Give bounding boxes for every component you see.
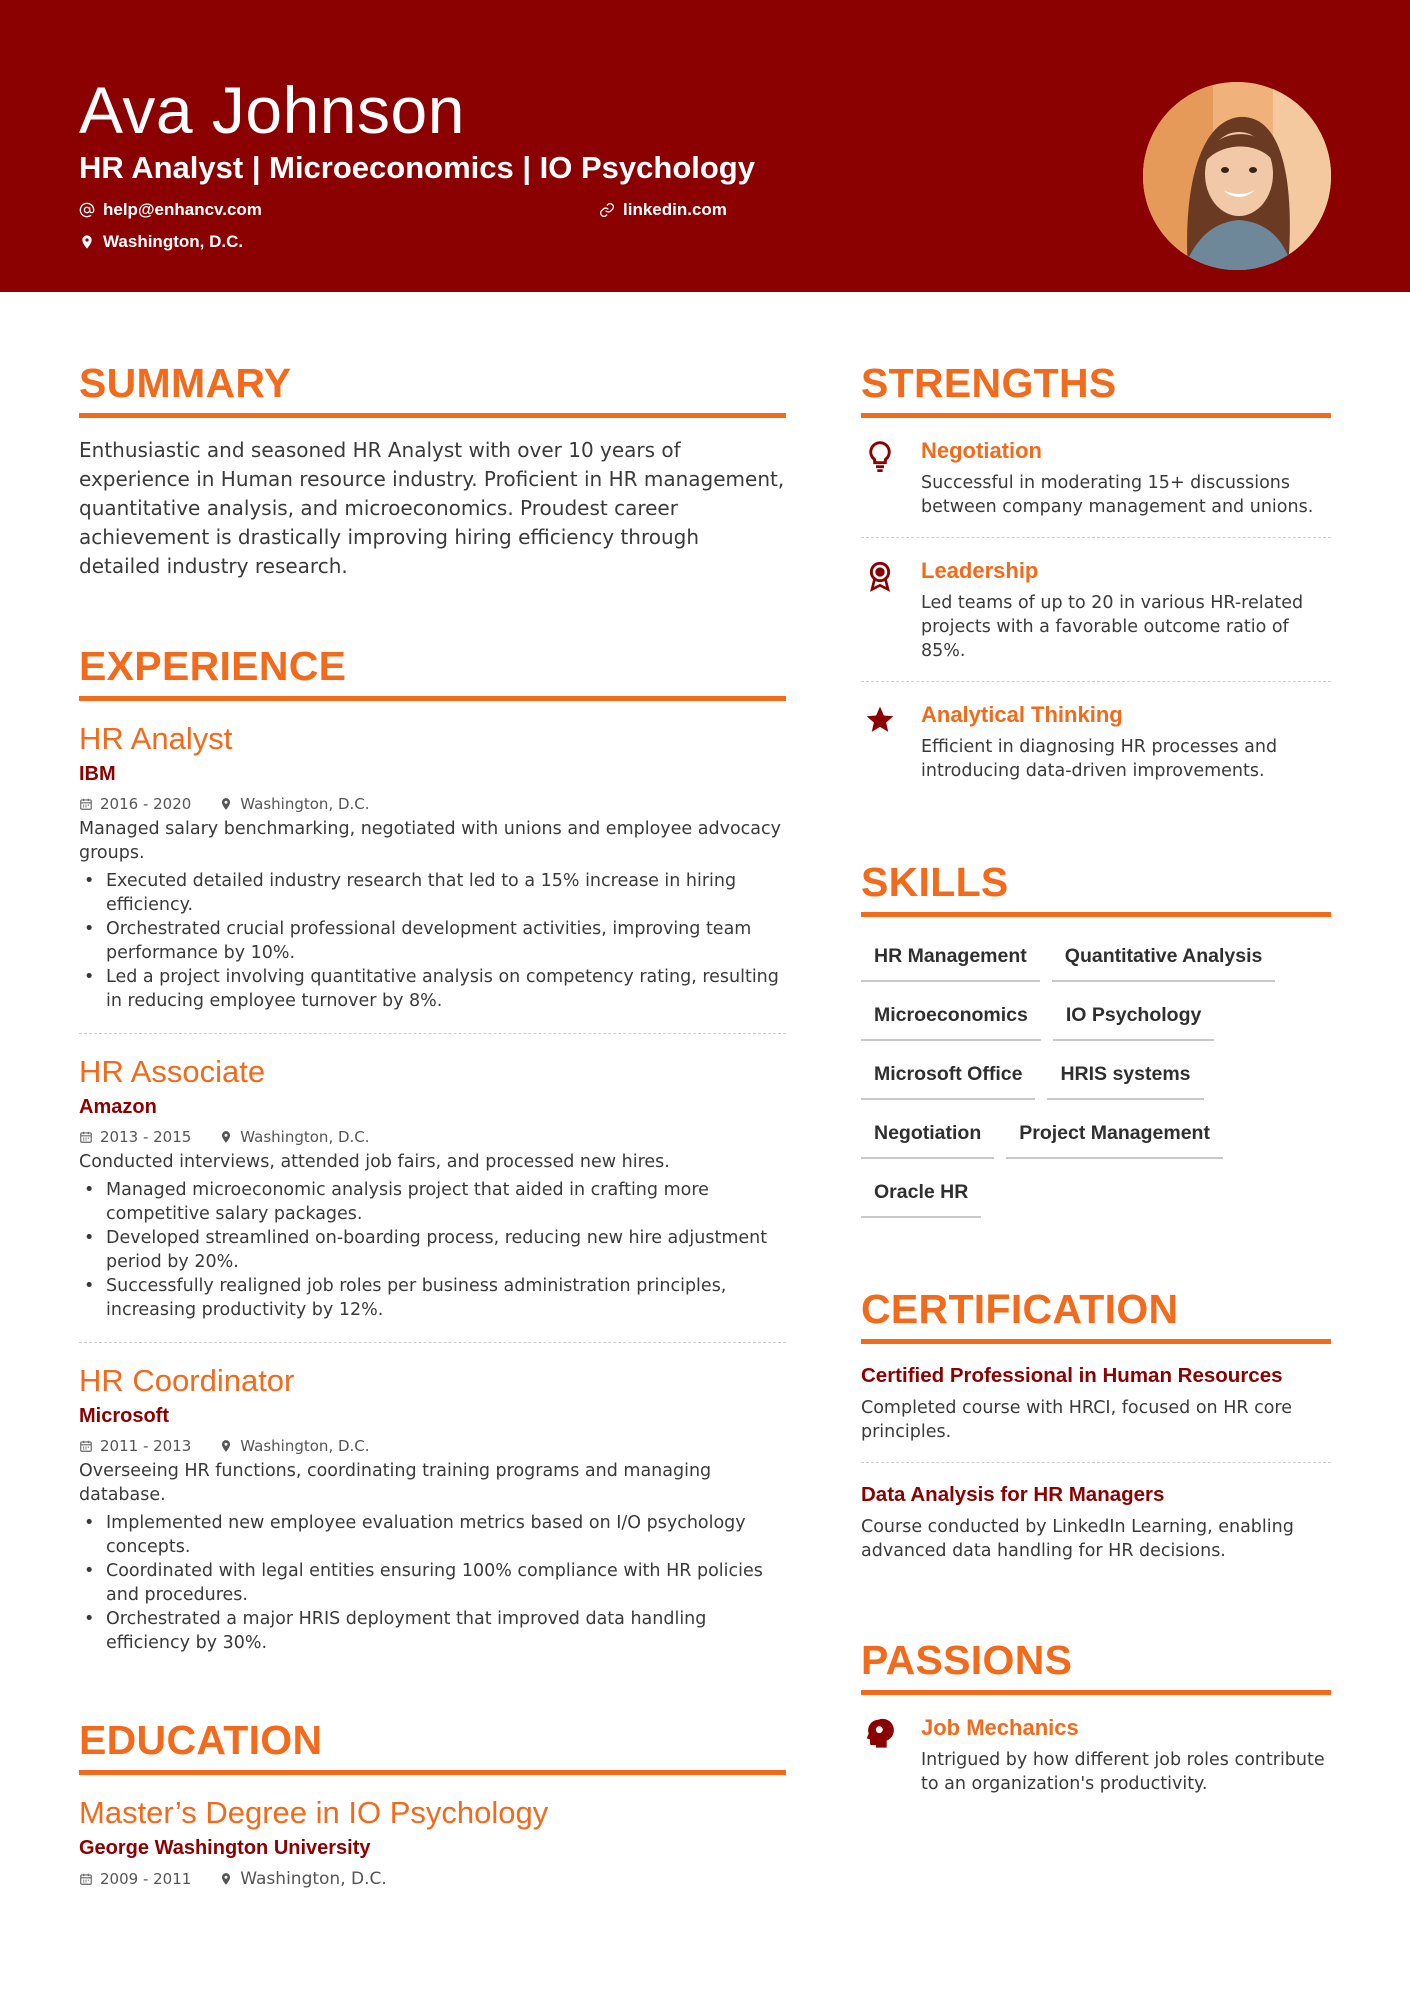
experience-heading: EXPERIENCE (79, 643, 786, 701)
strength-title: Leadership (921, 558, 1039, 583)
skill-tag: HR Management (861, 935, 1040, 982)
passion-item (861, 1695, 1331, 1814)
strength-title: Analytical Thinking (921, 702, 1123, 727)
strength-item (861, 418, 1331, 537)
passion-description: Intrigued by how different job roles contribute to an organization's productivity. (921, 1750, 1325, 1794)
skill-tag: Project Management (1006, 1112, 1223, 1159)
bullet-item: • Coordinated with legal entities ensuring 100% compliance with HR policies and procedures. (79, 1559, 786, 1607)
job-location (219, 1128, 369, 1146)
skills-list (861, 935, 1331, 1230)
bullet-item: • Orchestrated crucial professional development activities, improving team performance by 10%. (79, 917, 786, 965)
job-bullets (79, 1178, 786, 1322)
avatar-photo (1143, 82, 1331, 270)
skills-heading: SKILLS (861, 859, 1331, 917)
education-heading: EDUCATION (79, 1717, 786, 1775)
job-description: Managed salary benchmarking, negotiated with unions and employee advocacy groups. (79, 819, 781, 863)
skill-tag: HRIS systems (1047, 1053, 1203, 1100)
candidate-headline: HR Analyst | Microeconomics | IO Psychology (79, 150, 755, 185)
email-text: help@enhancv.com (103, 200, 262, 219)
certification-description: Course conducted by LinkedIn Learning, enabling advanced data handling for HR decisions. (861, 1517, 1294, 1561)
bullet-item: • Managed microeconomic analysis project that aided in crafting more competitive salary packages. (79, 1178, 786, 1226)
skill-tag: IO Psychology (1053, 994, 1214, 1041)
job-location (219, 1437, 369, 1455)
location-contact (79, 232, 243, 252)
strength-item (861, 538, 1331, 681)
location-text: Washington, D.C. (240, 1437, 370, 1455)
degree-title: Master’s Degree in IO Psychology (79, 1795, 549, 1830)
avatar (1143, 82, 1331, 270)
calendar-icon (79, 797, 93, 811)
calendar-icon (79, 1130, 93, 1144)
certification-title: Certified Professional in Human Resources (861, 1364, 1283, 1387)
education-entry (79, 1795, 786, 1889)
bullet-item: • Led a project involving quantitative analysis on competency rating, resulting in reducing employee turnover by 8%. (79, 965, 786, 1013)
strength-item (861, 682, 1331, 801)
linkedin-text: linkedin.com (623, 200, 727, 219)
skill-tag: Negotiation (861, 1112, 994, 1159)
strength-description: Efficient in diagnosing HR processes and introducing data-driven improvements. (921, 737, 1278, 781)
at-sign-icon (79, 202, 95, 218)
divider (79, 1033, 786, 1034)
education-location (219, 1869, 386, 1889)
job-dates (79, 1437, 191, 1455)
company-name: Amazon (79, 1096, 157, 1118)
certification-item (861, 1344, 1331, 1462)
location-text: Washington, D.C. (240, 795, 370, 813)
job-description: Overseeing HR functions, coordinating training programs and managing database. (79, 1461, 712, 1505)
star-icon (864, 704, 896, 736)
link-icon (599, 202, 615, 218)
strength-title: Negotiation (921, 438, 1042, 463)
map-pin-icon (219, 797, 233, 811)
certification-title: Data Analysis for HR Managers (861, 1483, 1165, 1506)
job-location (219, 795, 369, 813)
skill-tag: Quantitative Analysis (1052, 935, 1276, 982)
experience-entry (79, 721, 786, 1034)
divider (79, 1342, 786, 1343)
lightbulb-icon (864, 440, 896, 472)
left-column (79, 360, 786, 1889)
skill-tag: Microsoft Office (861, 1053, 1035, 1100)
summary-text: Enthusiastic and seasoned HR Analyst with over 10 years of experience in Human resource industry. Proficient in HR management, quantitative analysis, and microeconomics. Proudest career achievement is drastically improving hiring efficiency through detailed industry research. (79, 438, 785, 578)
certification-heading: CERTIFICATION (861, 1286, 1331, 1344)
job-bullets (79, 1511, 786, 1655)
skill-tag: Oracle HR (861, 1171, 981, 1218)
map-pin-icon (219, 1872, 233, 1886)
map-pin-icon (219, 1130, 233, 1144)
candidate-name: Ava Johnson (79, 73, 465, 147)
right-column (861, 360, 1331, 1814)
certification-item (861, 1463, 1331, 1581)
dates-text: 2011 - 2013 (100, 1437, 192, 1455)
job-title: HR Analyst (79, 721, 233, 756)
school-name: George Washington University (79, 1837, 371, 1859)
calendar-icon (79, 1439, 93, 1453)
job-bullets (79, 869, 786, 1013)
location-text: Washington, D.C. (103, 232, 244, 251)
job-title: HR Coordinator (79, 1363, 295, 1398)
summary-heading: SUMMARY (79, 360, 786, 418)
bullet-item: • Executed detailed industry research that led to a 15% increase in hiring efficiency. (79, 869, 786, 917)
company-name: IBM (79, 763, 116, 785)
bullet-item: • Successfully realigned job roles per business administration principles, increasing productivity by 12%. (79, 1274, 786, 1322)
job-dates (79, 795, 191, 813)
location-text: Washington, D.C. (240, 1869, 387, 1889)
job-title: HR Associate (79, 1054, 266, 1089)
map-pin-icon (79, 234, 95, 250)
location-text: Washington, D.C. (240, 1128, 370, 1146)
bullet-item: • Implemented new employee evaluation metrics based on I/O psychology concepts. (79, 1511, 786, 1559)
dates-text: 2009 - 2011 (100, 1870, 192, 1888)
experience-entry (79, 1054, 786, 1343)
resume-header (0, 0, 1410, 292)
strength-description: Successful in moderating 15+ discussions between company management and unions. (921, 473, 1314, 517)
job-description: Conducted interviews, attended job fairs, and processed new hires. (79, 1152, 670, 1172)
strengths-heading: STRENGTHS (861, 360, 1331, 418)
dates-text: 2013 - 2015 (100, 1128, 192, 1146)
passion-title: Job Mechanics (921, 1715, 1079, 1740)
head-gear-icon (864, 1717, 896, 1749)
calendar-icon (79, 1872, 93, 1886)
dates-text: 2016 - 2020 (100, 795, 192, 813)
bullet-item: • Orchestrated a major HRIS deployment that improved data handling efficiency by 30%. (79, 1607, 786, 1655)
award-ribbon-icon (864, 560, 896, 592)
certification-description: Completed course with HRCI, focused on HR core principles. (861, 1398, 1292, 1442)
passions-heading: PASSIONS (861, 1637, 1331, 1695)
job-dates (79, 1128, 191, 1146)
linkedin-contact[interactable] (599, 200, 727, 220)
strength-description: Led teams of up to 20 in various HR-related projects with a favorable outcome ratio of 85%. (921, 593, 1304, 661)
email-contact[interactable] (79, 200, 262, 220)
education-dates (79, 1870, 191, 1888)
bullet-item: • Developed streamlined on-boarding process, reducing new hire adjustment period by 20%. (79, 1226, 786, 1274)
map-pin-icon (219, 1439, 233, 1453)
skill-tag: Microeconomics (861, 994, 1041, 1041)
company-name: Microsoft (79, 1405, 169, 1427)
experience-entry (79, 1363, 786, 1655)
